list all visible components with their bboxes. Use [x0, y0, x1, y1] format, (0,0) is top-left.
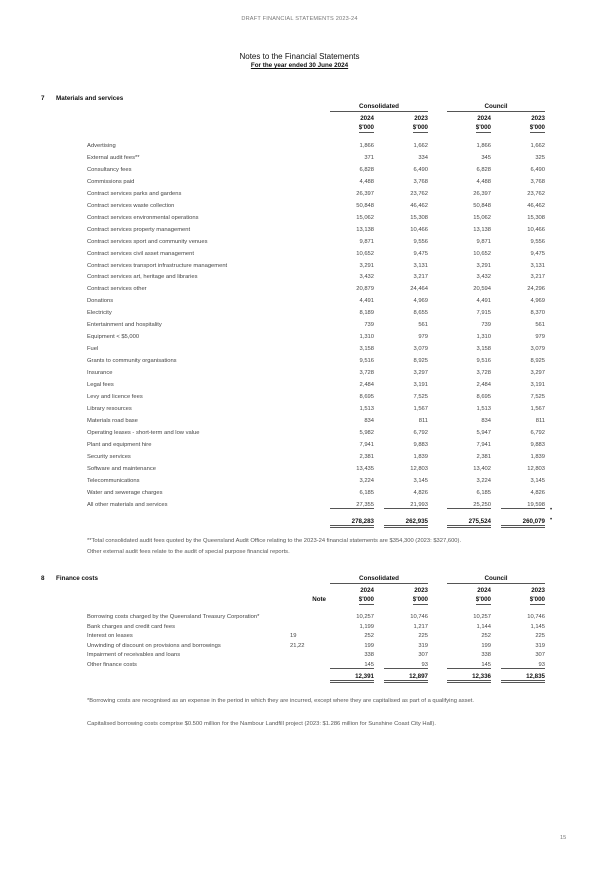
row-value: 319: [535, 642, 545, 649]
s8-group-council-rule: [447, 583, 545, 584]
row-label: Plant and equipment hire: [87, 441, 152, 448]
row-label: Contract services sport and community venues: [87, 238, 208, 245]
row-value: 307: [418, 652, 428, 658]
row-value: 6,185: [476, 489, 491, 496]
s7-col-4-year: 2023: [531, 115, 545, 122]
s7-group-consolidated-rule: [330, 111, 428, 112]
row-value: 334: [418, 154, 428, 161]
margin-bullet: •: [550, 517, 553, 523]
row-value: 3,145: [530, 477, 545, 484]
row-value: 3,728: [476, 370, 491, 377]
row-value: 834: [481, 417, 491, 424]
s8-col-1-header: [330, 586, 374, 605]
row-value: 13,402: [473, 465, 491, 472]
row-note: 19: [290, 633, 297, 639]
s8-col-1-unit: $'000: [358, 596, 374, 603]
row-value: 3,217: [413, 274, 428, 281]
row-label: Telecommunications: [87, 477, 140, 484]
row-value: 4,969: [530, 298, 545, 305]
table-row: [0, 227, 599, 236]
s7-footnote-audit: **Total consolidated audit fees quoted by the Queensland Audit Office relating to the 2023-24 financial statements are $354,300 (2023: $327,600).: [87, 538, 462, 544]
table-row: [0, 382, 599, 391]
row-label: Equipment < $5,000: [87, 334, 140, 341]
row-value: 9,883: [413, 441, 428, 448]
row-label: Security services: [87, 453, 131, 460]
table-row: [0, 614, 599, 623]
row-label: Contract services transport infrastructure management: [87, 262, 228, 269]
row-value: 15,062: [356, 214, 374, 221]
s8-col-3-year: 2024: [477, 587, 491, 594]
row-value: 50,848: [473, 202, 491, 209]
row-label: Legal fees: [87, 382, 114, 388]
s7-col-3-header: [447, 114, 491, 133]
row-value: 26,397: [473, 190, 491, 197]
row-value: 811: [418, 417, 428, 424]
row-value: 9,516: [476, 358, 491, 365]
s7-col-4-header: [501, 114, 545, 133]
row-value: 7,525: [413, 393, 428, 400]
table-row: [0, 298, 599, 307]
row-value: 6,828: [359, 166, 374, 173]
table-row: [0, 203, 599, 212]
s7-col-3-year: 2024: [477, 115, 491, 122]
row-value: 50,848: [356, 202, 374, 209]
row-value: 1,839: [530, 453, 545, 460]
row-value: 15,308: [410, 214, 428, 221]
row-note: 21,22: [290, 642, 305, 649]
row-value: 3,768: [413, 178, 428, 185]
row-value: 145: [447, 662, 491, 669]
s8-col-2-year: 2023: [414, 587, 428, 594]
row-value: 4,826: [530, 489, 545, 496]
row-value: 15,308: [527, 214, 545, 221]
row-label: Advertising: [87, 143, 116, 149]
row-value: 371: [364, 154, 374, 161]
row-value: 252: [364, 633, 374, 639]
table-row: [0, 490, 599, 499]
row-label: Commissions paid: [87, 178, 135, 185]
s8-group-consolidated-rule: [330, 583, 428, 584]
row-value: 8,925: [530, 358, 545, 365]
row-value: 1,567: [530, 405, 545, 412]
row-label: Consultancy fees: [87, 166, 132, 173]
table-row: [0, 406, 599, 415]
s8-group-consolidated-label: Consolidated: [359, 575, 399, 582]
row-label: Contract services environmental operations: [87, 214, 199, 221]
row-value: 24,464: [410, 286, 428, 293]
row-value: 145: [330, 662, 374, 669]
row-value: 2,381: [359, 453, 374, 460]
s8-col-4-year: 2023: [531, 587, 545, 594]
table-row: [0, 239, 599, 248]
row-value: 1,839: [413, 453, 428, 460]
row-value: 3,224: [359, 477, 374, 484]
table-row: [0, 442, 599, 451]
table-row: [0, 274, 599, 283]
row-value: 3,131: [530, 262, 545, 269]
table-row: [0, 322, 599, 331]
s7-col-3-unit: $'000: [475, 124, 491, 131]
row-value: 6,490: [413, 166, 428, 173]
row-value: 23,762: [527, 190, 545, 197]
table-row: [0, 191, 599, 200]
s7-total-value: 275,524: [447, 518, 491, 526]
row-value: 3,291: [476, 262, 491, 269]
s7-col-2-year: 2023: [414, 115, 428, 122]
row-value: 834: [364, 417, 374, 424]
row-value: 3,145: [413, 477, 428, 484]
row-value: 3,191: [530, 382, 545, 388]
row-value: 4,826: [413, 489, 428, 496]
row-value: 10,746: [410, 614, 428, 620]
s7-total-value: 278,283: [330, 518, 374, 526]
s7-footnote-other-audit: Other external audit fees relate to the audit of special purpose financial reports.: [87, 549, 290, 555]
row-label: All other materials and services: [87, 501, 168, 508]
table-row: [0, 286, 599, 295]
row-value: 12,803: [527, 465, 545, 472]
table-row: [0, 179, 599, 188]
row-label: Impairment of receivables and loans: [87, 652, 181, 658]
s8-group-consolidated: [330, 575, 428, 584]
row-value: 3,131: [413, 262, 428, 269]
row-label: Contract services other: [87, 286, 147, 293]
row-value: 7,915: [476, 310, 491, 317]
row-value: 19,598: [501, 502, 545, 509]
row-value: 20,594: [473, 286, 491, 293]
row-value: 3,217: [530, 274, 545, 281]
row-value: 8,189: [359, 310, 374, 317]
row-value: 3,291: [359, 262, 374, 269]
row-value: 739: [481, 322, 491, 329]
row-value: 561: [418, 322, 428, 329]
row-value: 225: [418, 633, 428, 639]
draft-label: DRAFT FINANCIAL STATEMENTS 2023-24: [241, 16, 358, 22]
row-value: 13,138: [356, 226, 374, 233]
s7-col-2-header: [384, 114, 428, 133]
section-7-number: 7: [41, 95, 45, 102]
row-label: Contract services property management: [87, 226, 191, 233]
table-row: [0, 502, 599, 511]
row-label: Contract services waste collection: [87, 202, 175, 209]
row-label: Entertainment and hospitality: [87, 322, 162, 329]
row-value: 3,432: [359, 274, 374, 281]
row-value: 338: [481, 652, 491, 658]
row-value: 1,513: [476, 405, 491, 412]
row-value: 8,370: [530, 310, 545, 317]
s8-group-council-label: Council: [484, 575, 508, 582]
row-value: 13,138: [473, 226, 491, 233]
row-label: Bank charges and credit card fees: [87, 623, 175, 630]
table-row: [0, 466, 599, 475]
row-value: 4,488: [359, 178, 374, 185]
margin-bullet: •: [550, 507, 553, 513]
row-value: 561: [535, 322, 545, 329]
s7-group-consolidated: [330, 103, 428, 112]
s8-note-header: Note: [312, 596, 326, 603]
table-row: [0, 478, 599, 487]
row-value: 1,199: [359, 623, 374, 630]
table-row: [0, 215, 599, 224]
row-value: 3,768: [530, 178, 545, 185]
row-label: Donations: [87, 298, 114, 305]
table-row: [0, 624, 599, 633]
table-row: [0, 633, 599, 642]
row-value: 199: [364, 642, 374, 649]
row-label: External audit fees**: [87, 154, 140, 161]
row-value: 12,803: [410, 465, 428, 472]
row-value: 3,158: [359, 346, 374, 353]
s8-footnote-borrowing: *Borrowing costs are recognised as an expense in the period in which they are incurred, except where they are capitalised as part of a qualifying asset.: [87, 698, 474, 704]
row-label: Software and maintenance: [87, 465, 156, 472]
row-value: 9,475: [530, 250, 545, 257]
s8-total-value: 12,835: [501, 673, 545, 681]
s8-col-1-year: 2024: [360, 587, 374, 594]
row-value: 6,792: [413, 429, 428, 436]
table-row: [0, 310, 599, 319]
row-value: 23,762: [410, 190, 428, 197]
row-value: 46,462: [410, 202, 428, 209]
row-value: 9,871: [359, 238, 374, 245]
s8-footnote-capitalised: Capitalised borrowing costs comprise $0.500 million for the Nambour Landfill project (2023: $1.286 million for Sunshine Coast City Hall).: [87, 721, 436, 727]
row-value: 1,145: [530, 623, 545, 630]
row-value: 979: [535, 334, 545, 341]
row-label: Insurance: [87, 370, 113, 377]
row-value: 25,250: [447, 502, 491, 509]
row-value: 7,525: [530, 393, 545, 400]
row-value: 46,462: [527, 202, 545, 209]
row-label: Materials road base: [87, 417, 138, 424]
row-value: 26,397: [356, 190, 374, 197]
row-value: 979: [418, 334, 428, 341]
row-value: 811: [535, 417, 545, 424]
row-value: 24,296: [527, 286, 545, 293]
row-value: 345: [481, 154, 491, 161]
s7-group-consolidated-label: Consolidated: [359, 103, 399, 110]
row-value: 20,879: [356, 286, 374, 293]
row-value: 93: [384, 662, 428, 669]
row-label: Contract services civil asset management: [87, 250, 194, 257]
row-value: 3,158: [476, 346, 491, 353]
row-value: 10,466: [410, 226, 428, 233]
s8-total-value: 12,336: [447, 673, 491, 681]
s7-group-council-rule: [447, 111, 545, 112]
table-row: [0, 643, 599, 652]
row-value: 4,491: [359, 298, 374, 305]
s8-total-row: [0, 672, 599, 683]
page-subtitle-text: For the year ended 30 June 2024: [250, 62, 349, 69]
s7-col-4-unit: $'000: [529, 124, 545, 131]
row-label: Contract services art, heritage and libraries: [87, 274, 198, 281]
table-row: [0, 454, 599, 463]
row-value: 252: [481, 633, 491, 639]
s7-group-council: [447, 103, 545, 112]
s8-col-3-unit: $'000: [475, 596, 491, 603]
s8-col-4-header: [501, 586, 545, 605]
table-row: [0, 652, 599, 661]
section-8-heading: Finance costs: [56, 575, 98, 582]
row-value: 8,695: [476, 393, 491, 400]
s7-group-council-label: Council: [484, 103, 508, 110]
row-value: 10,746: [527, 614, 545, 620]
row-value: 2,484: [476, 382, 491, 388]
section-8-number: 8: [41, 575, 45, 582]
row-value: 3,224: [476, 477, 491, 484]
row-value: 10,652: [356, 250, 374, 257]
table-row: [0, 430, 599, 439]
s7-total-value: 260,079: [501, 518, 545, 526]
s8-total-value: 12,391: [330, 673, 374, 681]
s7-total-value: 262,935: [384, 518, 428, 526]
row-value: 8,925: [413, 358, 428, 365]
row-value: 3,079: [413, 346, 428, 353]
row-value: 199: [481, 642, 491, 649]
row-value: 9,871: [476, 238, 491, 245]
row-value: 325: [535, 154, 545, 161]
table-row: [0, 334, 599, 343]
row-value: 3,432: [476, 274, 491, 281]
table-row: [0, 418, 599, 427]
row-value: 7,941: [476, 441, 491, 448]
row-label: Interest on leases: [87, 633, 133, 639]
s8-col-4-unit: $'000: [529, 596, 545, 603]
s8-col-3-header: [447, 586, 491, 605]
page-subtitle: [0, 62, 599, 69]
row-value: 1,662: [413, 143, 428, 149]
row-value: 739: [364, 322, 374, 329]
row-value: 9,516: [359, 358, 374, 365]
table-row: [0, 251, 599, 260]
row-value: 7,941: [359, 441, 374, 448]
s7-total-row: [0, 517, 599, 528]
row-value: 3,079: [530, 346, 545, 353]
row-value: 9,883: [530, 441, 545, 448]
row-value: 6,490: [530, 166, 545, 173]
row-value: 1,144: [476, 623, 491, 630]
row-value: 319: [418, 642, 428, 649]
s8-col-2-unit: $'000: [412, 596, 428, 603]
row-label: Operating leases - short-term and low value: [87, 429, 200, 436]
row-value: 1,866: [476, 143, 491, 149]
row-value: 225: [535, 633, 545, 639]
row-value: 3,297: [530, 370, 545, 377]
row-value: 27,355: [330, 502, 374, 509]
row-value: 15,062: [473, 214, 491, 221]
table-row: [0, 662, 599, 671]
row-value: 21,993: [384, 502, 428, 509]
row-value: 6,828: [476, 166, 491, 173]
row-value: 1,217: [413, 623, 428, 630]
table-row: [0, 143, 599, 152]
row-label: Levy and licence fees: [87, 393, 143, 400]
row-value: 1,310: [359, 334, 374, 341]
row-value: 10,652: [473, 250, 491, 257]
row-value: 3,191: [413, 382, 428, 388]
row-value: 4,969: [413, 298, 428, 305]
row-value: 6,185: [359, 489, 374, 496]
row-value: 5,982: [359, 429, 374, 436]
row-value: 5,947: [476, 429, 491, 436]
row-label: Other finance costs: [87, 661, 137, 668]
row-value: 3,297: [413, 370, 428, 377]
s7-col-1-unit: $'000: [358, 124, 374, 131]
row-label: Contract services parks and gardens: [87, 190, 182, 197]
s8-col-2-header: [384, 586, 428, 605]
row-value: 1,662: [530, 143, 545, 149]
row-value: 8,655: [413, 310, 428, 317]
row-value: 9,556: [530, 238, 545, 245]
row-label: Library resources: [87, 405, 132, 412]
row-label: Electricity: [87, 310, 112, 317]
table-row: [0, 370, 599, 379]
s7-col-2-unit: $'000: [412, 124, 428, 131]
table-row: [0, 394, 599, 403]
row-value: 1,567: [413, 405, 428, 412]
row-label: Grants to community organisations: [87, 358, 177, 365]
row-value: 9,556: [413, 238, 428, 245]
row-value: 4,491: [476, 298, 491, 305]
row-value: 338: [364, 652, 374, 658]
row-label: Borrowing costs charged by the Queensland Treasury Corporation*: [87, 614, 260, 620]
page-title: Notes to the Financial Statements: [239, 52, 360, 61]
row-value: 10,257: [473, 614, 491, 620]
row-value: 307: [535, 652, 545, 658]
s8-group-council: [447, 575, 545, 584]
row-value: 1,866: [359, 143, 374, 149]
row-value: 10,466: [527, 226, 545, 233]
row-value: 9,475: [413, 250, 428, 257]
row-value: 4,488: [476, 178, 491, 185]
table-row: [0, 358, 599, 367]
row-value: 2,381: [476, 453, 491, 460]
row-value: 93: [501, 662, 545, 669]
row-value: 10,257: [356, 614, 374, 620]
row-label: Water and sewerage charges: [87, 489, 163, 496]
table-row: [0, 167, 599, 176]
s8-total-value: 12,897: [384, 673, 428, 681]
table-row: [0, 155, 599, 164]
row-value: 3,728: [359, 370, 374, 377]
row-value: 1,310: [476, 334, 491, 341]
s7-col-1-header: [330, 114, 374, 133]
row-label: Fuel: [87, 346, 99, 353]
table-row: [0, 346, 599, 355]
section-7-heading: Materials and services: [56, 95, 124, 102]
row-value: 2,484: [359, 382, 374, 388]
row-value: 6,792: [530, 429, 545, 436]
row-value: 1,513: [359, 405, 374, 412]
row-value: 8,695: [359, 393, 374, 400]
row-value: 13,435: [356, 465, 374, 472]
table-row: [0, 263, 599, 272]
page-number: 15: [560, 835, 567, 841]
row-label: Unwinding of discount on provisions and borrowings: [87, 642, 221, 649]
s7-col-1-year: 2024: [360, 115, 374, 122]
